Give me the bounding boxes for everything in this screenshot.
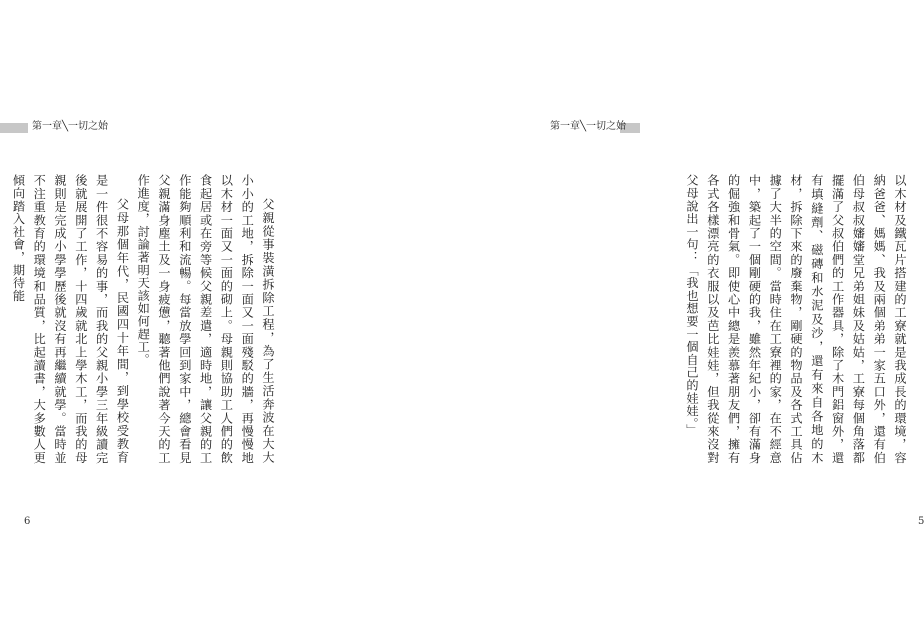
chapter-header: 第一章╲一切之始 (32, 121, 109, 132)
header-bar (0, 123, 28, 133)
body-text (11, 174, 278, 464)
paragraph: 以木材及鐵瓦片搭建的工寮就是我成長的環境，容納爸爸、媽媽、我及兩個弟弟一家五口外，還有伯伯母叔叔嬸嬸堂兄弟姐妹及姑姑，工寮每個角落都擺滿了父叔伯們的工作器具，除了木門鋁窗外，還有填縫劑、磁磚和水泥及沙，還有來自各地的木材，拆除下來的廢棄物，剛硬的物品及各式工具佔據了大半的空間。當時住在工寮裡的家，在不經意中，築起了一個剛硬的我，雖然年紀小，卻有滿身的倔強和骨氣。即使心中總是羨慕著朋友們，擁有各式各樣漂亮的衣服以及芭比娃娃，但我從來沒對父母說出一句：「我也想要一個自己的娃娃。」 (685, 174, 907, 464)
body-text (685, 174, 910, 464)
left-page (0, 0, 320, 640)
paragraph: 父親從事裝潢拆除工程，為了生活奔波在大大小小的工地，拆除一面又一面殘駁的牆，再慢慢地以木材一面又一面的砌上。母親則協助工人們的飲食起居或在旁等候父親差遣，適時地，讓父親的工作能夠順利和流暢。每當放學回到家中，總會看見父親滿身塵土及一身疲憊，聽著他們說著今天的工作進度，討論著明天該如何趕工。 (136, 174, 275, 464)
page-number: 5 (918, 516, 924, 527)
page-number: 6 (24, 516, 31, 527)
right-page (320, 0, 924, 640)
paragraph: 父母那個年代，民國四十年間，到學校受教育是一件很不容易的事，而我的父親小學三年級讀完後就展開了工作，十四歲就北上學木工，而我的母親則是完成小學學歷後就沒有再繼續就學。當時並不注重教育的環境和品質，比起讀書，大多數人更傾向踏入社會，期待能 (11, 174, 130, 464)
chapter-header: 第一章╲一切之始 (550, 121, 627, 132)
